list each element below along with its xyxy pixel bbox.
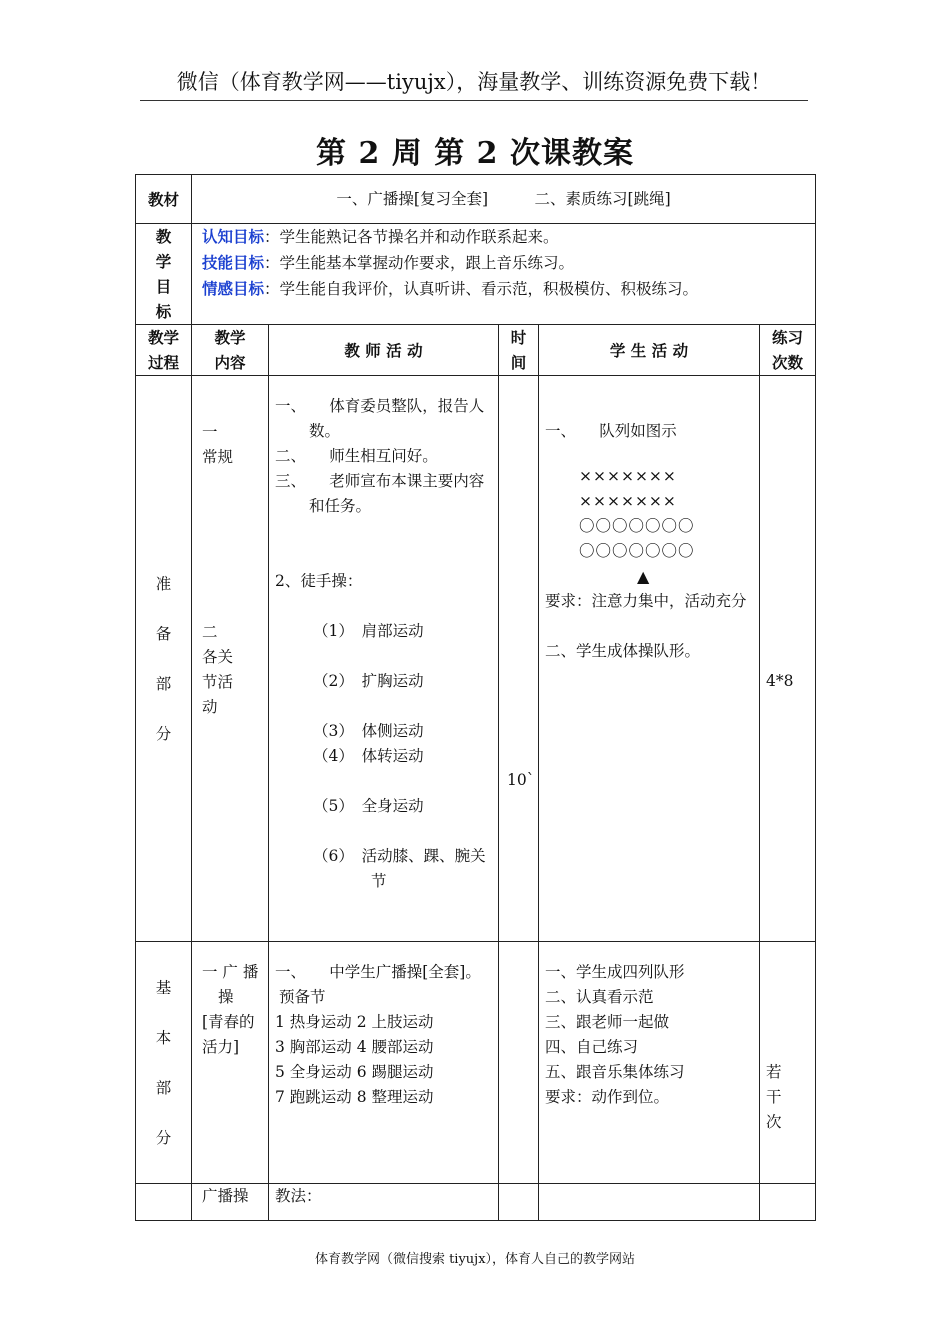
prep-teacher: 一、 体育委员整队，报告人数。 二、 师生相互问好。 三、 老师宣布本课主要内容和任务。 2、徒手操： （1） 肩部运动 （2） 扩胸运动 （3） 体侧运动 （4） 体转运动 （5） 全身运动 （6） 活动膝、踝、腕关节 — [269, 376, 499, 942]
lesson-plan-table — [135, 174, 816, 1221]
col-student: 学 生 活 动 — [539, 325, 760, 376]
formation-row: 〇〇〇〇〇〇〇 — [579, 517, 695, 535]
col-reps: 练习 次数 — [760, 325, 816, 376]
goals-label: 教 学 目 标 — [136, 224, 192, 325]
goal-skill: 技能目标：学生能基本掌握动作要求，跟上音乐练习。 — [202, 253, 575, 272]
material-content: 一、广播操[复习全套] 二、素质练习[跳绳] — [192, 175, 816, 224]
prep-reps: 4*8 — [760, 376, 816, 942]
formation-row: 〇〇〇〇〇〇〇 — [579, 542, 695, 560]
col-time: 时 间 — [499, 325, 539, 376]
col-content: 教学 内容 — [192, 325, 269, 376]
col-teacher: 教 师 活 动 — [269, 325, 499, 376]
teacher-marker-icon: ▲ — [637, 567, 650, 586]
basic-time — [499, 942, 539, 1184]
col-process: 教学 过程 — [136, 325, 192, 376]
prep-time: 10` — [499, 376, 539, 942]
last-row-reps — [760, 1184, 816, 1221]
page-title: 第 2 周 第 2 次课教案 — [316, 136, 634, 171]
basic-student: 一、学生成四列队形 二、认真看示范 三、跟老师一起做 四、自己练习 五、跟音乐集体练习 要求：动作到位。 — [539, 942, 760, 1184]
formation-row: ××××××× — [579, 467, 677, 485]
page-footer: 体育教学网（微信搜索 tiyujx），体育人自己的教学网站 — [314, 1252, 636, 1267]
basic-content: 一 广 播 操 [青春的 活力] — [192, 942, 269, 1184]
prep-label: 准 备 部 分 — [136, 376, 192, 942]
last-row-time — [499, 1184, 539, 1221]
material-label: 教材 — [136, 175, 192, 224]
last-row-label — [136, 1184, 192, 1221]
basic-teacher: 一、 中学生广播操[全套]。 预备节 1 热身运动 2 上肢运动 3 胸部运动 4 腰部运动 5 全身运动 6 踢腿运动 7 跑跳运动 8 整理运动 — [269, 942, 499, 1184]
goals-content — [192, 224, 816, 325]
last-row-teacher: 教法： — [269, 1184, 499, 1221]
last-row-student — [539, 1184, 760, 1221]
prep-student: 一、 队列如图示 ××××××× ××××××× 〇〇〇〇〇〇〇 〇〇〇〇〇〇〇 ▲ 要求：注意力集中，活动充分 二、学生成体操队形。 — [539, 376, 760, 942]
formation-row: ××××××× — [579, 492, 677, 510]
basic-label: 基 本 部 分 — [136, 942, 192, 1184]
prep-content: 一 常规 二 各关 节活 动 — [192, 376, 269, 942]
page-header: 微信（体育教学网——tiyujx），海量教学、训练资源免费下载！ — [140, 66, 808, 101]
goal-emotion: 情感目标：学生能自我评价，认真听讲、看示范，积极模仿、积极练习。 — [202, 279, 699, 298]
goal-cognitive: 认知目标：学生能熟记各节操名并和动作联系起来。 — [202, 227, 559, 246]
last-row-content: 广播操 — [192, 1184, 269, 1221]
basic-reps: 若 干 次 — [760, 942, 816, 1184]
